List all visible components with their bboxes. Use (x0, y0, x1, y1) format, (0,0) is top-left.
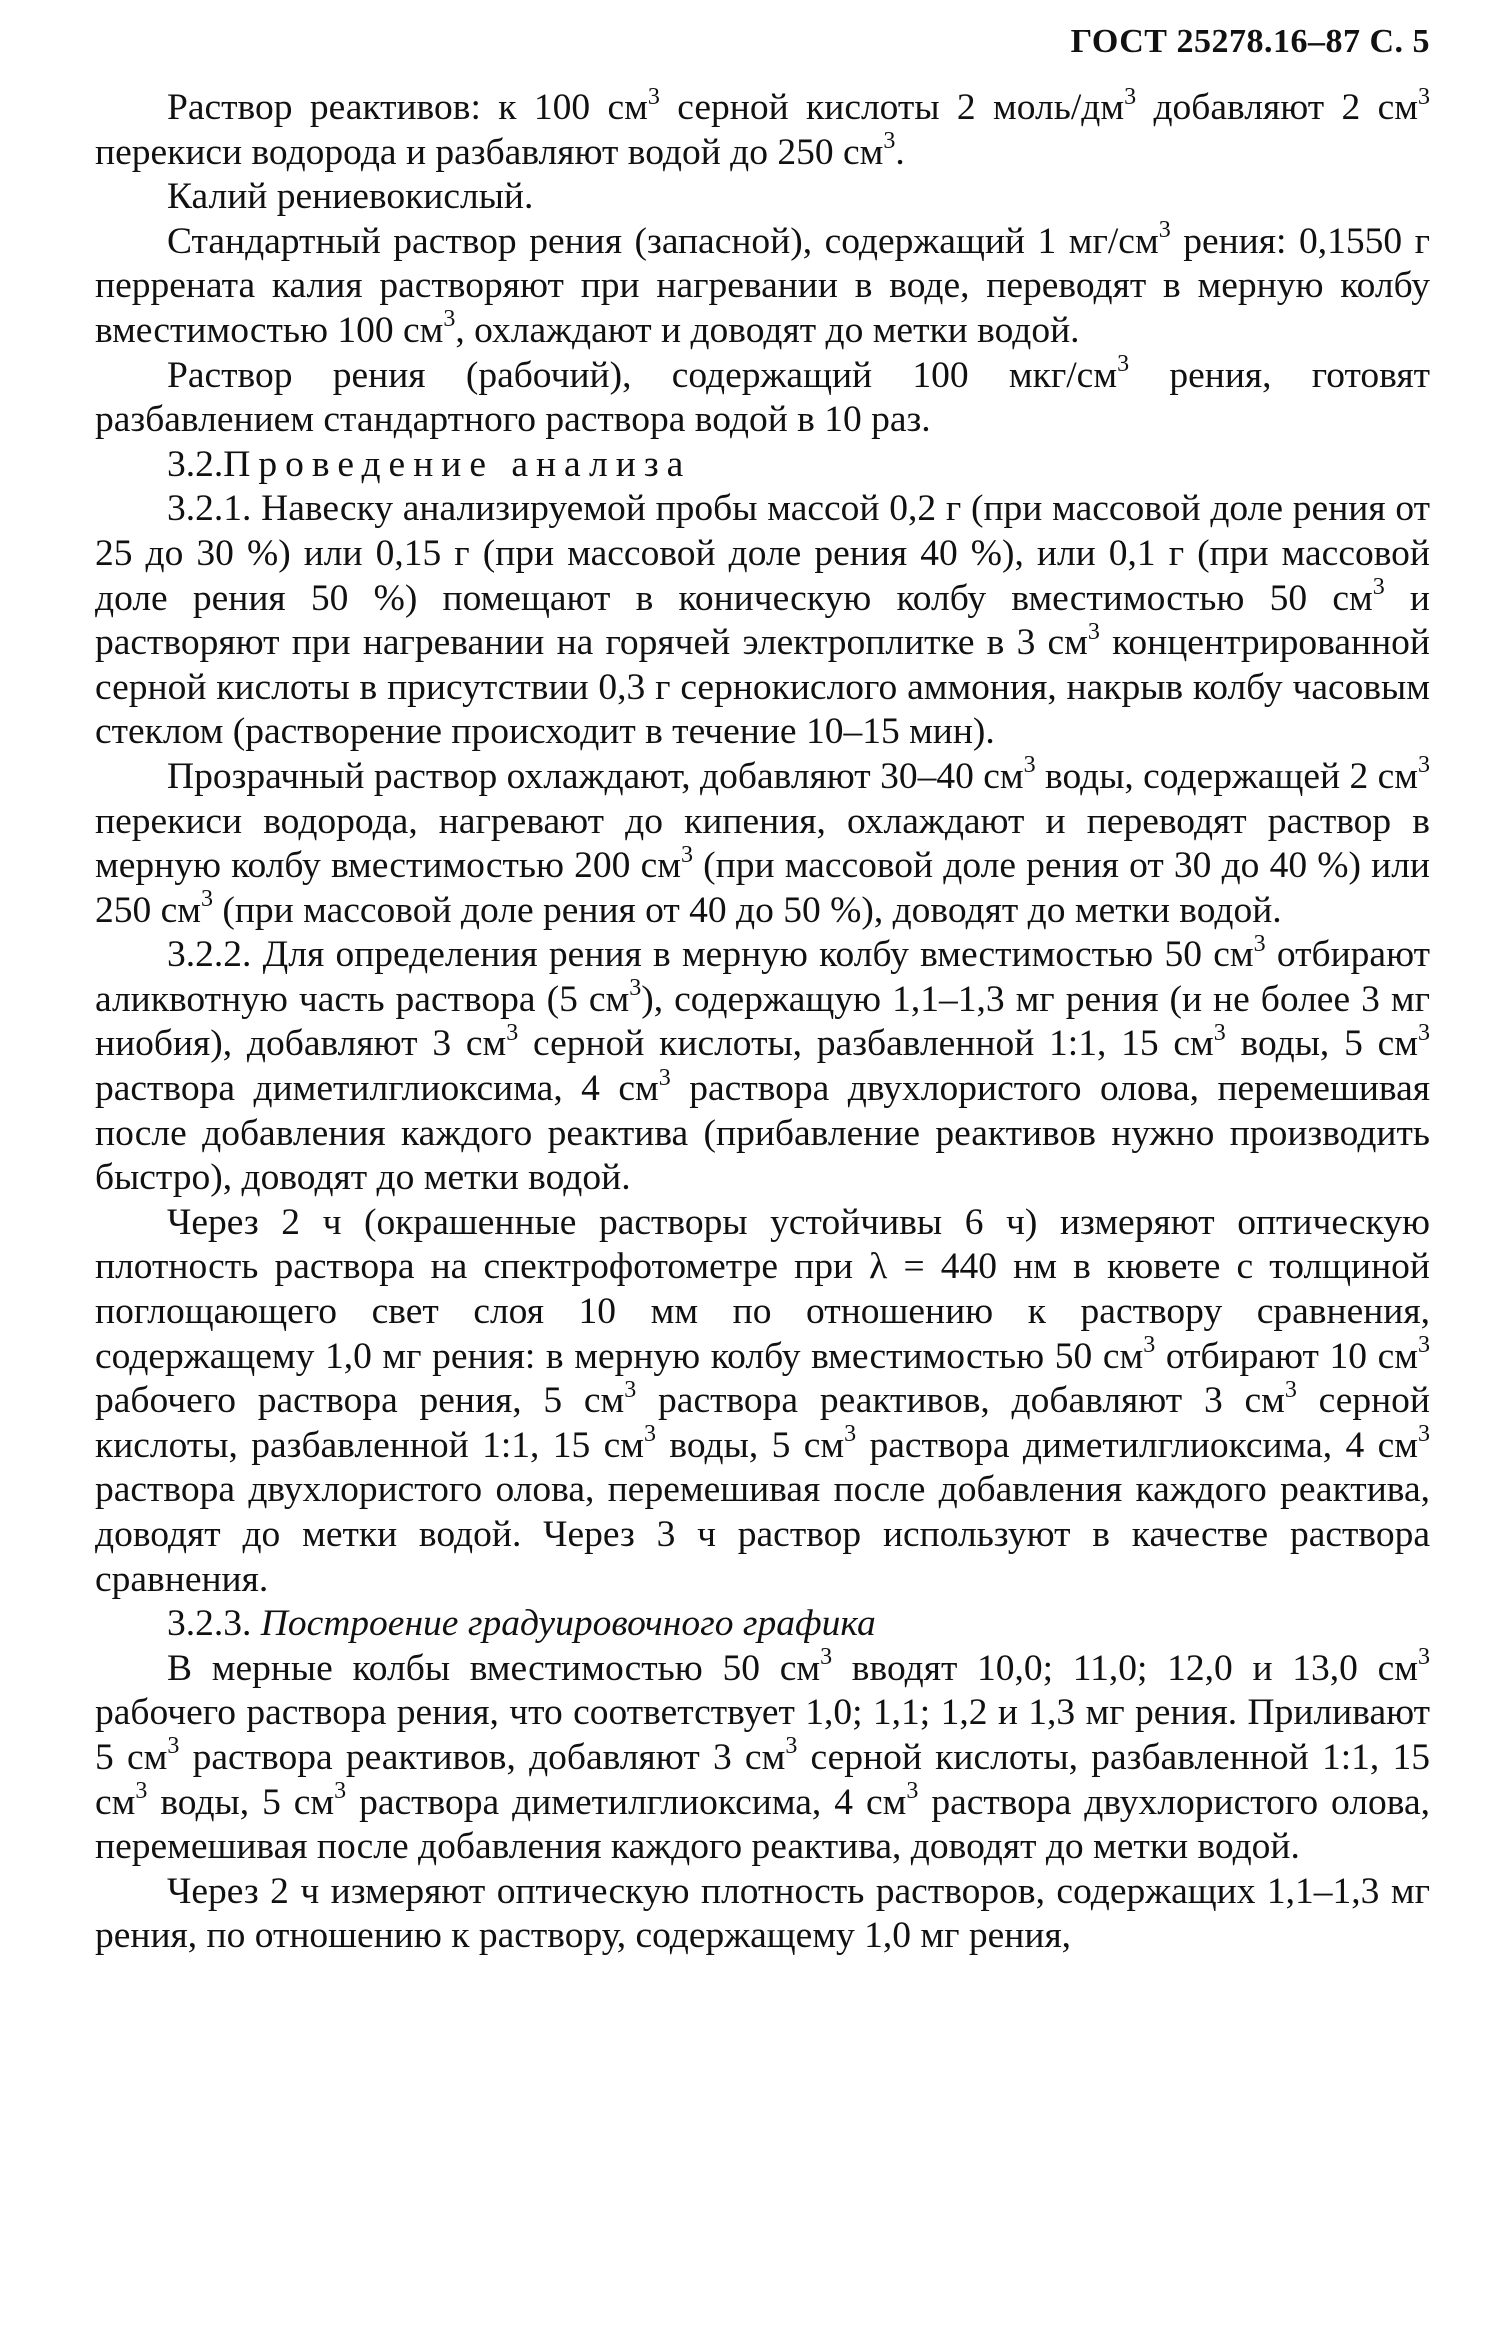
paragraph-calibration: В мерные колбы вместимостью 50 $см^3$ вводят 10,0; 11,0; 12,0 и 13,0 $см^3$ рабочего раствора рения, что соответствует 1,0; 1,1; 1,2 и 1,3 мг рения. Приливают 5 $см^3$ раствора реактивов, добавляют 3 $см^3$ серной кислоты, разбавленной 1:1, 15 $см^3$ воды, 5 $см^3$ раствора диметилглиоксима, 4 $см^3$ раствора двухлористого олова, перемешивая после добавления каждого реактива, доводят до метки водой. (95, 1644, 1430, 1868)
section-heading-3-2-3: 3.2.3. Построение градуировочного графика (167, 1603, 876, 1645)
section-heading-3-2: 3.2.Проведение анализа (167, 443, 692, 485)
page-header: ГОСТ 25278.16–87 С. 5 (1070, 23, 1430, 60)
paragraph-potassium-perrhenate: Калий рениевокислый. (167, 176, 534, 218)
body-text (95, 83, 1431, 1959)
paragraph-transparent-solution: Прозрачный раствор охлаждают, добавляют 30–40 $см^3$ воды, содержащей 2 $см^3$ перекиси водорода, нагревают до кипения, охлаждают и переводят раствор в мерную колбу вместимостью 200 $см^3$ (при массовой доле рения от 30 до 40 %) или 250 $см^3$ (при массовой доле рения от 40 до 50 %), доводят до метки водой. (95, 752, 1431, 931)
paragraph-final-measurement: Через 2 ч измеряют оптическую плотность растворов, содержащих 1,1–1,3 мг рения, по отношению к раствору, содержащему 1,0 мг рения, (95, 1870, 1430, 1957)
paragraph-measurement: Через 2 ч (окрашенные растворы устойчивы 6 ч) измеряют оптическую плотность раствора на спектрофотометре при λ = 440 нм в кювете с толщиной поглощающего свет слоя 10 мм по отношению к раствору сравнения, содержащему 1,0 мг рения: в мерную колбу вместимостью 50 $см^3$ отбирают 10 $см^3$ рабочего раствора рения, 5 $см^3$ раствора реактивов, добавляют 3 $см^3$ серной кислоты, разбавленной 1:1, 15 $см^3$ воды, 5 $см^3$ раствора диметилглиоксима, 4 $см^3$ раствора двухлористого олова, перемешивая после добавления каждого реактива, доводят до метки водой. Через 3 ч раствор используют в качестве раствора сравнения. (95, 1201, 1430, 1600)
paragraph-3-2-2: 3.2.2. Для определения рения в мерную колбу вместимостью 50 $см^3$ отбирают аликвотную часть раствора (5 $см^3$), содержащую 1,1–1,3 мг рения (и не более 3 мг ниобия), добавляют 3 $см^3$ серной кислоты, разбавленной 1:1, 15 $см^3$ воды, 5 $см^3$ раствора диметилглиоксима, 4 $см^3$ раствора двухлористого олова, перемешивая после добавления каждого реактива (прибавление реактивов нужно производить быстро), доводят до метки водой. (95, 930, 1430, 1199)
paragraph-reagent-solution: Раствор реактивов: к 100 $см^3$ серной кислоты 2 моль/$дм^3$ добавляют 2 $см^3$ перекиси водорода и разбавляют водой до 250 $см^3$. (95, 83, 1430, 173)
paragraph-3-2-1: 3.2.1. Навеску анализируемой пробы массой 0,2 г (при массовой доле рения от 25 до 30 %) или 0,15 г (при массовой доле рения 40 %), или 0,1 г (при массовой доле рения 50 %) помещают в коническую колбу вместимостью 50 $см^3$ и растворяют при нагревании на горячей электроплитке в 3 $см^3$ концентрированной серной кислоты в присутствии 0,3 г сернокислого аммония, накрыв колбу часовым стеклом (растворение происходит в течение 10–15 мин). (95, 488, 1430, 753)
document-page (95, 20, 1430, 1959)
paragraph-standard-solution: Стандартный раствор рения (запасной), содержащий 1 $мг/см^3$ рения: 0,1550 г перрената калия растворяют при нагревании в воде, переводят в мерную колбу вместимостью 100 $см^3$, охлаждают и доводят до метки водой. (95, 217, 1430, 351)
paragraph-working-solution: Раствор рения (рабочий), содержащий 100 мкг/$см^3$ рения, готовят разбавлением стандартного раствора водой в 10 раз. (95, 351, 1430, 441)
